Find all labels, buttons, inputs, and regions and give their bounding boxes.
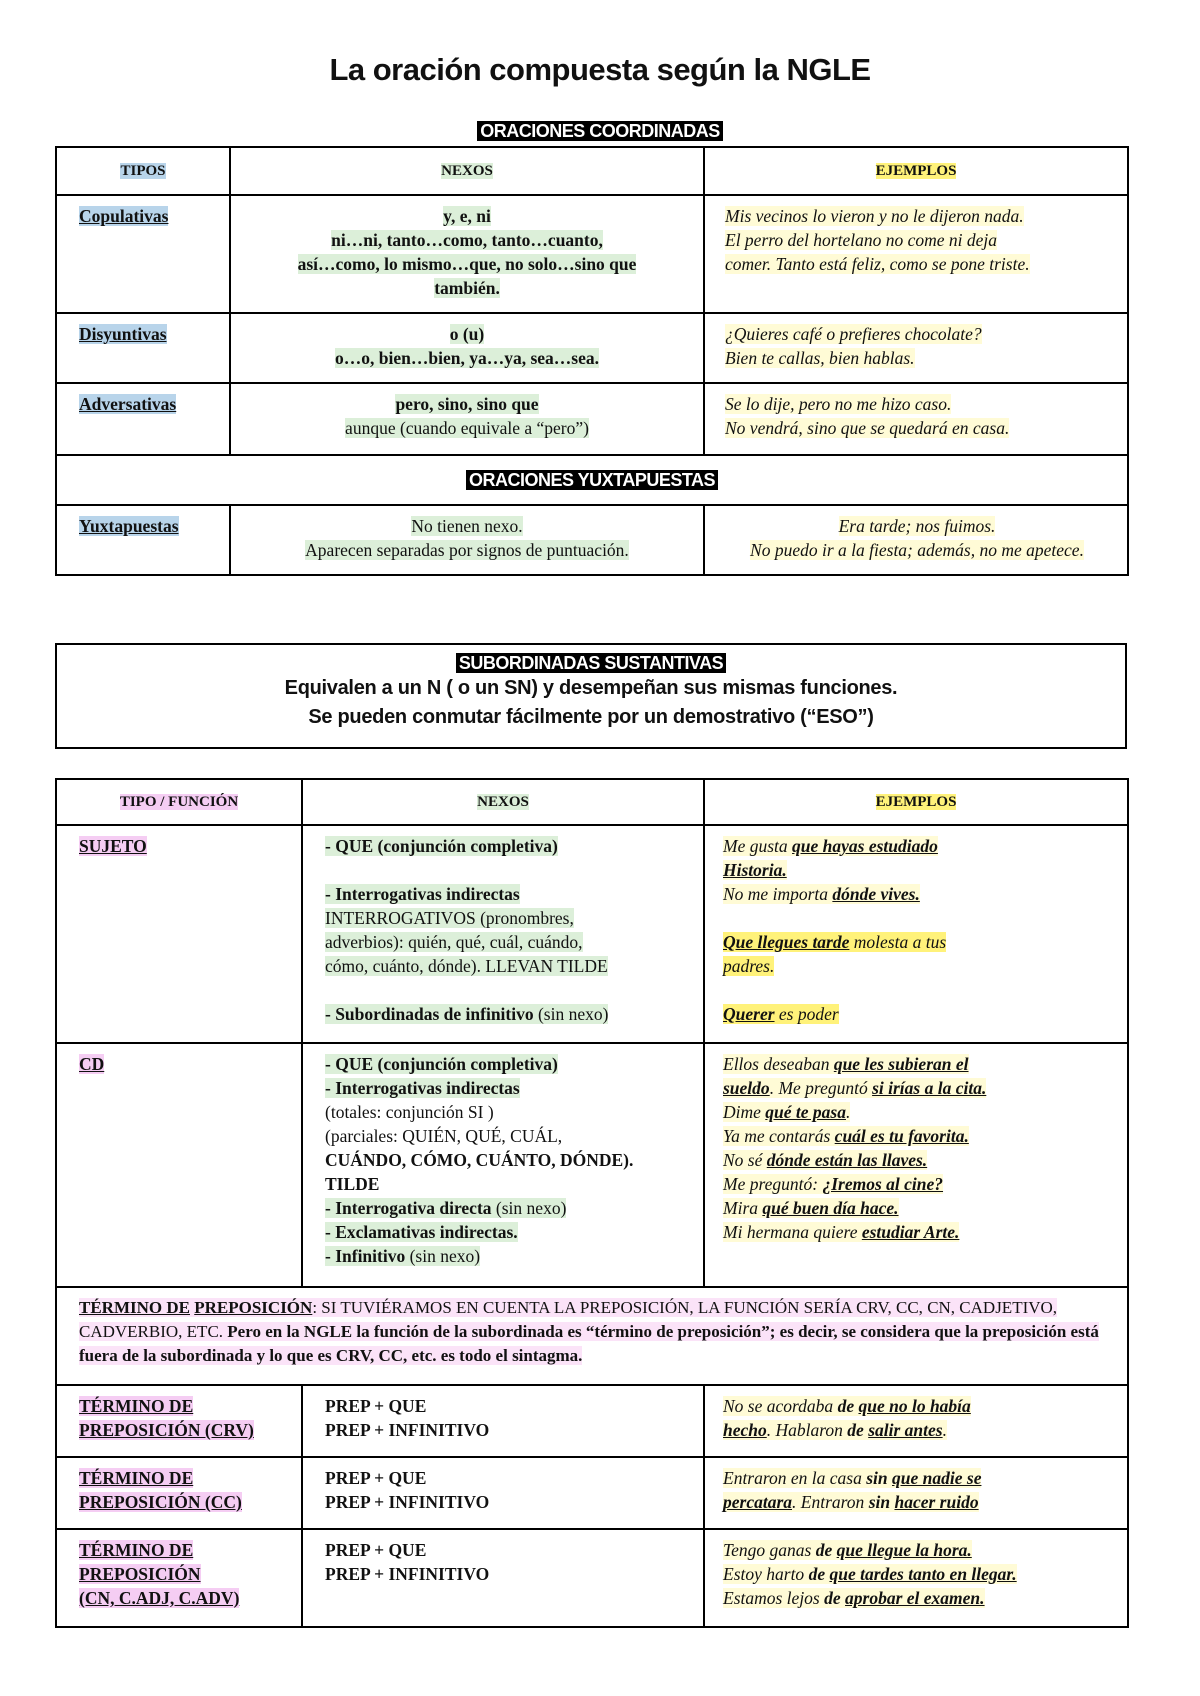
table-row: Adversativas pero, sino, sino que aunque (cuando equivale a “pero”) Se lo dije, pero no me hizo caso. No vendrá, sino que se quedará en casa. xyxy=(56,383,1128,455)
coordinadas-label-wrap xyxy=(0,121,1200,142)
table-row: SUJETO - QUE (conjunción completiva) - Interrogativas indirectas INTERROGATIVOS (pronombres, adverbios): quién, qué, cuál, cuándo, cómo, cuánto, dónde). LLEVAN TILDE - Subordinadas de infinitivo (sin nexo) Me gusta que hayas estudiado Historia. No me importa dónde vives. Que llegues tarde molesta a tus padres. Querer es poder xyxy=(56,825,1128,1043)
table-row: Yuxtapuestas No tienen nexo. Aparecen separadas por signos de puntuación. Era tarde; nos fuimos. No puedo ir a la fiesta; además, no me apetece. xyxy=(56,505,1128,575)
sustantivas-table xyxy=(55,778,1129,1628)
tipo-adversativas: Adversativas xyxy=(79,394,177,414)
coordinadas-label: ORACIONES COORDINADAS xyxy=(477,121,723,141)
table-row: TÉRMINO DE PREPOSICIÓN (CRV) PREP + QUE PREP + INFINITIVO No se acordaba de que no lo había hecho. Hablaron de salir antes. xyxy=(56,1385,1128,1457)
tipo-cd: CD xyxy=(79,1054,105,1074)
table-row: Disyuntivas o (u) o…o, bien…bien, ya…ya, sea…sea. ¿Quieres café o prefieres chocolate? Bien te callas, bien hablas. xyxy=(56,313,1128,383)
sustantivas-line1: Equivalen a un N ( o un SN) y desempeñan sus mismas funciones. xyxy=(284,677,898,699)
tipo-yuxtapuestas: Yuxtapuestas xyxy=(79,516,179,536)
tipo-sujeto: SUJETO xyxy=(79,836,147,856)
header-ejemplos: EJEMPLOS xyxy=(704,779,1128,825)
tipo-copulativas: Copulativas xyxy=(79,206,169,226)
table-row: TÉRMINO DE PREPOSICIÓN (CN, C.ADJ, C.ADV) PREP + QUE PREP + INFINITIVO Tengo ganas de que llegue la hora. Estoy harto de que tardes tanto en llegar. Estamos lejos de aprobar el examen. xyxy=(56,1529,1128,1627)
yuxtapuestas-label: ORACIONES YUXTAPUESTAS xyxy=(466,470,718,490)
page-title: La oración compuesta según la NGLE xyxy=(329,52,871,87)
header-tipo-funcion: TIPO / FUNCIÓN xyxy=(56,779,302,825)
table-row: TÉRMINO DE PREPOSICIÓN (CC) PREP + QUE PREP + INFINITIVO Entraron en la casa sin que nadie se percatara. Entraron sin hacer ruido xyxy=(56,1457,1128,1529)
sustantivas-line2: Se pueden conmutar fácilmente por un demostrativo (“ESO”) xyxy=(308,706,874,728)
tipo-disyuntivas: Disyuntivas xyxy=(79,324,167,344)
header-nexos: NEXOS xyxy=(302,779,704,825)
table-row: CD - QUE (conjunción completiva) - Interrogativas indirectas (totales: conjunción SI ) (parciales: QUIÉN, QUÉ, CUÁL, CUÁNDO, CÓMO, CUÁNTO, DÓNDE). TILDE - Interrogativa directa (sin nexo) - Exclamativas indirectas. - Infinitivo (sin nexo) Ellos deseaban que les subieran el sueldo. Me preguntó si irías a la cita. Dime qué te pasa. Ya me contarás cuál es tu favorita. No sé dónde están las llaves. Me preguntó: ¿Iremos al cine? Mira qué buen día hace. Mi hermana quiere estudiar Arte. xyxy=(56,1043,1128,1287)
header-nexos: NEXOS xyxy=(230,147,704,195)
header-tipos: TIPOS xyxy=(56,147,230,195)
sustantivas-box xyxy=(55,643,1127,749)
header-ejemplos: EJEMPLOS xyxy=(704,147,1128,195)
termino-note-row: TÉRMINO DE PREPOSICIÓN: SI TUVIÉRAMOS EN CUENTA LA PREPOSICIÓN, LA FUNCIÓN SERÍA CRV, CC, CN, CADJETIVO, CADVERBIO, ETC. Pero en la NGLE la función de la subordinada es “término de preposición”; es decir, se considera que la preposición está fuera de la subordinada y lo que es CRV, CC, etc. es todo el sintagma. xyxy=(56,1287,1128,1385)
sustantivas-label: SUBORDINADAS SUSTANTIVAS xyxy=(456,653,726,673)
coordinadas-table xyxy=(55,146,1129,576)
table-row: Copulativas y, e, ni ni…ni, tanto…como, tanto…cuanto, así…como, lo mismo…que, no solo…sino que también. Mis vecinos lo vieron y no le dijeron nada. El perro del hortelano no come ni deja comer. Tanto está feliz, como se pone triste. xyxy=(56,195,1128,313)
